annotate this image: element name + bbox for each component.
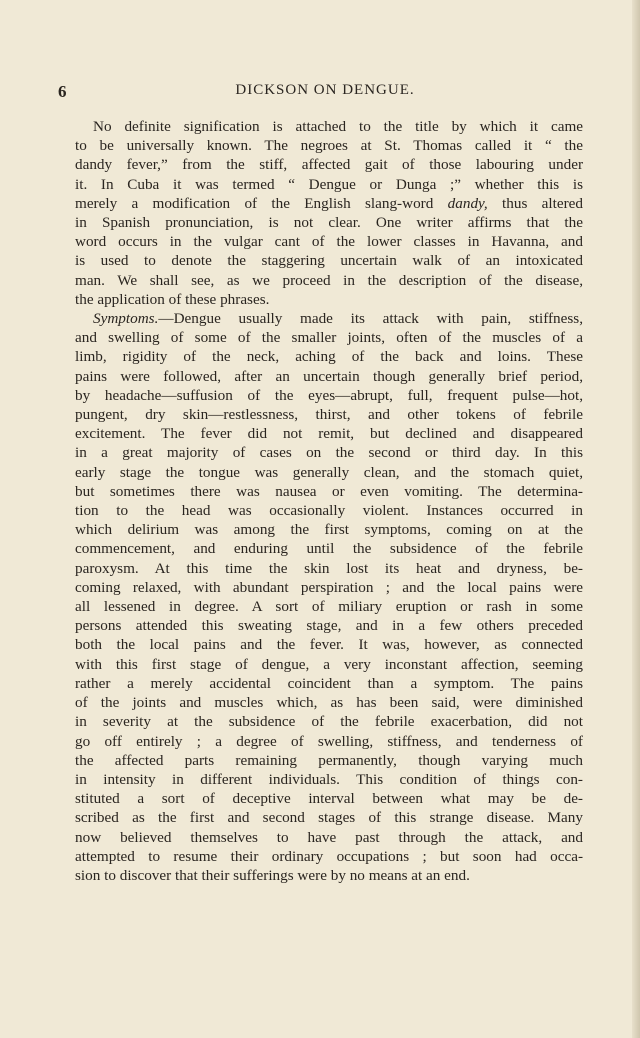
text-run: early stage the tongue was generally clean, and the stomach quiet, xyxy=(75,463,583,481)
text-run: it. In Cuba it was termed “ Dengue or Dunga ;” whether this is xyxy=(75,175,583,193)
text-run: pungent, dry skin—restlessness, thirst, and other tokens of febrile xyxy=(75,406,583,424)
text-run: rather a merely accidental coincident than a symptom. The pains xyxy=(75,674,583,692)
text-run: go off entirely ; a degree of swelling, stiffness, and tenderness of xyxy=(75,732,583,750)
text-line xyxy=(75,443,583,462)
italic-text: dandy, xyxy=(447,194,488,212)
text-run: word occurs in the vulgar cant of the lower classes in Havanna, and xyxy=(75,233,583,251)
text-line xyxy=(75,251,583,270)
page-number: 6 xyxy=(58,82,67,101)
text-line xyxy=(75,463,583,482)
text-line xyxy=(75,770,583,789)
text-line xyxy=(75,693,583,712)
text-line xyxy=(75,271,583,290)
text-run: the application of these phrases. xyxy=(75,290,270,308)
page-edge xyxy=(632,0,640,1038)
text-line xyxy=(75,789,583,808)
body-text xyxy=(75,117,583,885)
text-run: in severity at the subsidence of the febrile exacerbation, did not xyxy=(75,713,583,731)
text-run: both the local pains and the fever. It was, however, as connected xyxy=(75,636,583,654)
text-run: stituted a sort of deceptive interval between what may be de- xyxy=(75,790,583,808)
text-line xyxy=(75,828,583,847)
text-run: in Spanish pronunciation, is not clear. One writer affirms that the xyxy=(75,214,583,232)
text-line xyxy=(75,117,583,136)
text-line xyxy=(75,655,583,674)
text-run: excitement. The fever did not remit, but declined and disappeared xyxy=(75,425,583,443)
text-run: No definite signification is attached to the title by which it came xyxy=(93,118,583,135)
running-head: DICKSON ON DENGUE. xyxy=(235,82,415,98)
text-line xyxy=(75,712,583,731)
text-run: all lessened in degree. A sort of miliary eruption or rash in some xyxy=(75,598,583,616)
text-line xyxy=(75,520,583,539)
text-run: tion to the head was occasionally violent. Instances occurred in xyxy=(75,502,583,520)
italic-text: Symptoms. xyxy=(93,310,159,328)
text-run: man. We shall see, as we proceed in the description of the disease, xyxy=(75,271,583,289)
text-run: in a great majority of cases on the second or third day. In this xyxy=(75,444,583,462)
text-line xyxy=(75,232,583,251)
text-run: attempted to resume their ordinary occupations ; but soon had occa- xyxy=(75,847,583,865)
text-run: now believed themselves to have past through the attack, and xyxy=(75,828,583,846)
text-run: persons attended this sweating stage, and in a few others preceded xyxy=(75,617,583,635)
text-line xyxy=(75,405,583,424)
text-line xyxy=(75,424,583,443)
text-run: by headache—suffusion of the eyes—abrupt, full, frequent pulse—hot, xyxy=(75,386,583,404)
text-run: coming relaxed, with abundant perspiration ; and the local pains were xyxy=(75,578,583,596)
text-line xyxy=(75,386,583,405)
text-run: paroxysm. At this time the skin lost its heat and dryness, be- xyxy=(75,559,583,577)
page-header xyxy=(0,80,640,104)
text-run: is used to denote the staggering uncertain walk of an intoxicated xyxy=(75,252,583,270)
text-run: which delirium was among the first symptoms, coming on at the xyxy=(75,521,583,539)
text-line xyxy=(75,367,583,386)
text-line xyxy=(75,194,583,213)
text-run: to be universally known. The negroes at St. Thomas called it “ the xyxy=(75,137,583,155)
text-line xyxy=(75,347,583,366)
text-line xyxy=(75,501,583,520)
text-line xyxy=(75,635,583,654)
text-run: and swelling of some of the smaller joints, often of the muscles of a xyxy=(75,329,583,347)
text-run: but sometimes there was nausea or even vomiting. The determina- xyxy=(75,482,583,500)
text-run: merely a modification of the English slang-word xyxy=(75,194,448,212)
text-line xyxy=(75,578,583,597)
text-line xyxy=(75,539,583,558)
text-run: in intensity in different individuals. This condition of things con- xyxy=(75,770,583,788)
text-run: dandy fever,” from the stiff, affected gait of those labouring under xyxy=(75,156,583,174)
text-line xyxy=(75,213,583,232)
text-run: —Dengue usually made its attack with pain, stiffness, xyxy=(158,310,583,328)
text-line xyxy=(75,847,583,866)
text-line xyxy=(75,309,583,328)
text-run: pains were followed, after an uncertain though generally brief period, xyxy=(75,367,583,385)
text-run: with this first stage of dengue, a very inconstant affection, seeming xyxy=(75,655,583,673)
text-line xyxy=(75,866,583,885)
text-line xyxy=(75,328,583,347)
text-line xyxy=(75,732,583,751)
text-line xyxy=(75,616,583,635)
text-run: sion to discover that their sufferings were by no means at an end. xyxy=(75,866,470,884)
text-run: limb, rigidity of the neck, aching of the back and loins. These xyxy=(75,348,583,366)
text-run: thus altered xyxy=(487,194,583,212)
text-line xyxy=(75,808,583,827)
text-line xyxy=(75,175,583,194)
text-line xyxy=(75,559,583,578)
text-line xyxy=(75,751,583,770)
text-run: of the joints and muscles which, as has been said, were diminished xyxy=(75,694,583,712)
text-run: commencement, and enduring until the subsidence of the febrile xyxy=(75,540,583,558)
text-line xyxy=(75,482,583,501)
text-line xyxy=(75,674,583,693)
text-line xyxy=(75,597,583,616)
text-line xyxy=(75,155,583,174)
text-run: the affected parts remaining permanently, though varying much xyxy=(75,751,583,769)
text-run: scribed as the first and second stages of this strange disease. Many xyxy=(75,809,583,827)
text-line xyxy=(75,136,583,155)
text-line xyxy=(75,290,583,309)
